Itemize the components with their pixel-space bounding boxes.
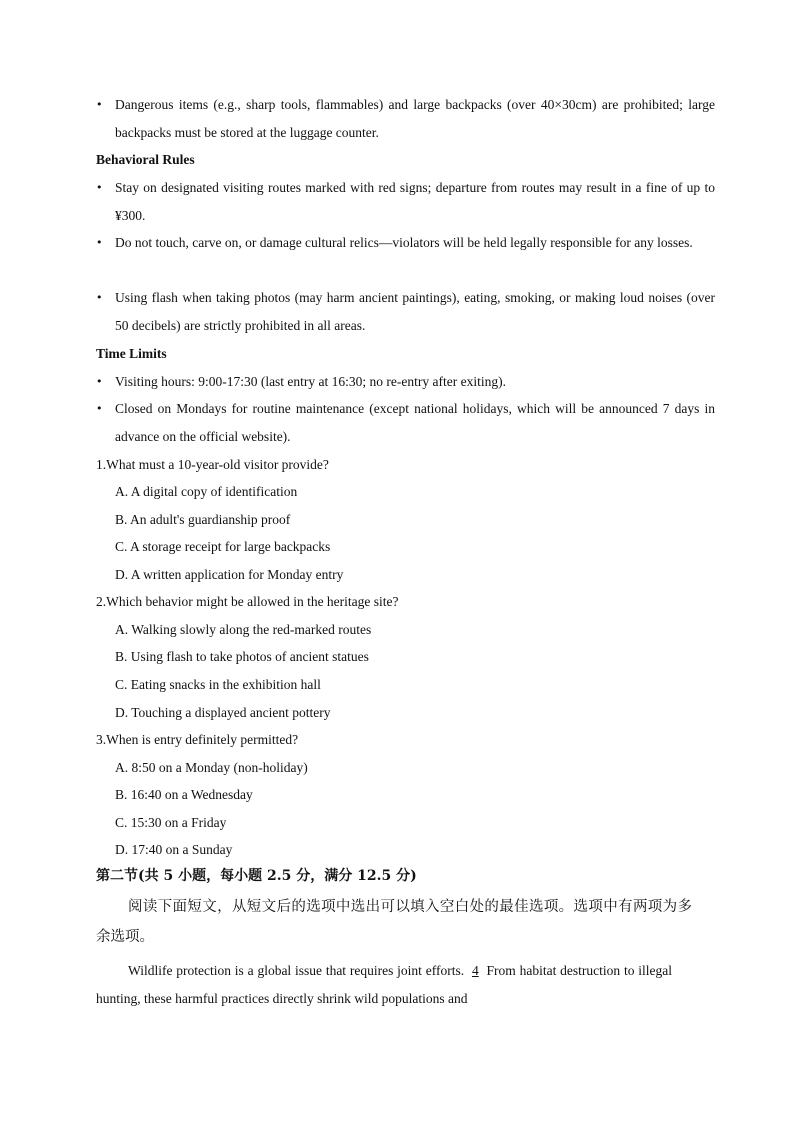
rule-closed-mondays: • Closed on Mondays for routine maintenance (except national holidays, which will be announced 7 days in advance on the official website).: [96, 395, 715, 450]
section-2-instruction: 阅读下面短文，从短文后的选项中选出可以填入空白处的最佳选项。选项中有两项为多余选项。: [96, 899, 692, 945]
question-2-option-c: C. Eating snacks in the exhibition hall: [115, 677, 321, 692]
cloze-passage: [96, 957, 672, 1013]
question-1-stem: 1.What must a 10-year-old visitor provide?: [96, 457, 329, 472]
rule-visiting-hours: • Visiting hours: 9:00-17:30 (last entry at 16:30; no re-entry after exiting).: [96, 368, 715, 396]
question-3-option-c: C. 15:30 on a Friday: [115, 815, 227, 830]
section-2-heading: 第二节(共 5 小题，每小题 2.5 分，满分 12.5 分): [96, 868, 417, 884]
behavioral-rules-heading: Behavioral Rules: [96, 152, 195, 167]
blank-4: 4: [471, 963, 479, 978]
question-2-option-a: A. Walking slowly along the red-marked routes: [115, 622, 372, 637]
question-3-option-a: A. 8:50 on a Monday (non-holiday): [115, 760, 308, 775]
question-1-option-c: C. A storage receipt for large backpacks: [115, 539, 331, 554]
rule-designated-routes: • Stay on designated visiting routes marked with red signs; departure from routes may result in a fine of up to ¥300.: [96, 174, 715, 229]
rule-dangerous-items: • Dangerous items (e.g., sharp tools, flammables) and large backpacks (over 40×30cm) are prohibited; large backpacks must be stored at the luggage counter.: [96, 91, 715, 146]
question-2-option-b: B. Using flash to take photos of ancient statues: [115, 649, 369, 664]
rule-flash-eating: • Using flash when taking photos (may harm ancient paintings), eating, smoking, or making loud noises (over 50 decibels) are strictly prohibited in all areas.: [96, 284, 715, 339]
time-limits-heading: Time Limits: [96, 346, 167, 361]
passage-text-before-blank: Wildlife protection is a global issue that requires joint efforts.: [128, 963, 465, 978]
question-3-stem: 3.When is entry definitely permitted?: [96, 732, 299, 747]
rule-cultural-relics: • Do not touch, carve on, or damage cultural relics—violators will be held legally responsible for any losses.: [96, 229, 715, 257]
question-1-option-d: D. A written application for Monday entry: [115, 567, 344, 582]
question-2-stem: 2.Which behavior might be allowed in the heritage site?: [96, 594, 399, 609]
question-3-option-d: D. 17:40 on a Sunday: [115, 842, 233, 857]
passage-text-after-blank: From habitat destruction to illegal hunting, these harmful practices directly shrink wild populations and: [96, 963, 673, 1006]
question-1-option-b: B. An adult's guardianship proof: [115, 512, 291, 527]
question-3-option-b: B. 16:40 on a Wednesday: [115, 787, 253, 802]
question-2-option-d: D. Touching a displayed ancient pottery: [115, 705, 331, 720]
question-1-option-a: A. A digital copy of identification: [115, 484, 298, 499]
